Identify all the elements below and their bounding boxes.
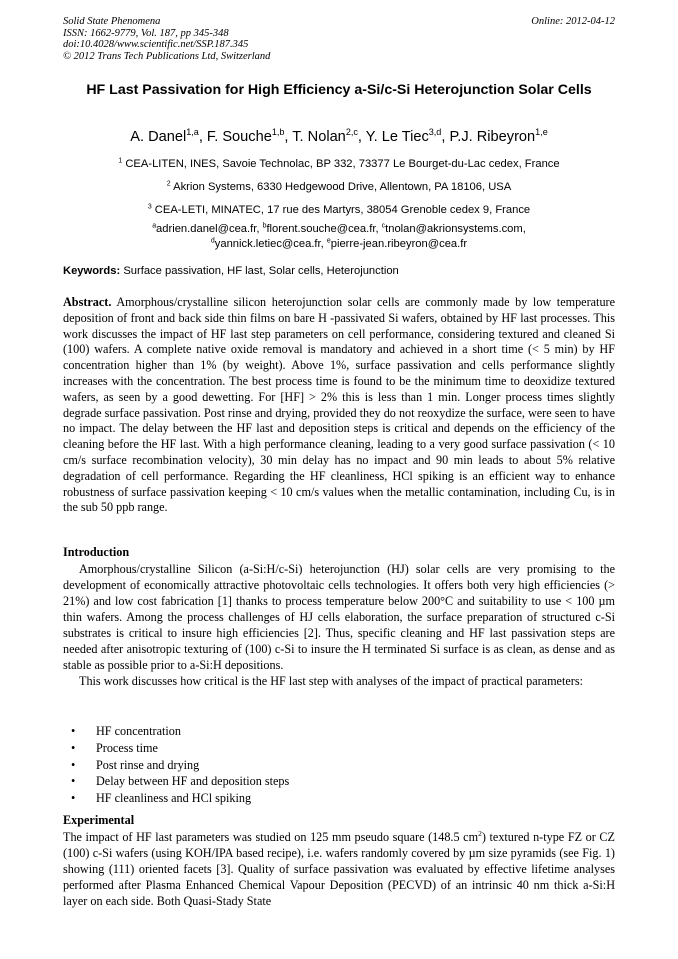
list-item: • Delay between HF and deposition steps <box>71 774 290 789</box>
journal-issn: ISSN: 1662-9779, Vol. 187, pp 345-348 <box>63 27 229 39</box>
keywords-label: Keywords: <box>63 265 121 277</box>
online-date: Online: 2012-04-12 <box>531 16 615 27</box>
keywords <box>63 264 615 278</box>
journal-doi: doi:10.4028/www.scientific.net/SSP.187.345 <box>63 39 249 50</box>
email-link[interactable]: florent.souche@cea.fr <box>266 223 376 235</box>
paragraph: The impact of HF last parameters was studied on 125 mm pseudo square (148.5 $cm^2$) textured n-type FZ or CZ (100) c-Si wafers (using KOH/IPA based recipe), i.e. wafers randomly covered by µm size pyramids (see Fig. 1) showing (111) oriented facets [3]. Quality of surface passivation was evaluated by effective lifetime analyses performed after Plasma Enhanced Chemical Vapour Deposition (PECVD) of an intrinsic 40 nm thick a-Si:H layer on each side. Both Quasi-Stady State <box>63 828 615 908</box>
introduction-heading: Introduction <box>63 545 130 559</box>
email-link[interactable]: adrien.danel@cea.fr <box>156 223 257 235</box>
keywords-text: Surface passivation, HF last, Solar cells, Heterojunction <box>123 265 399 277</box>
list-item: • Process time <box>71 740 158 755</box>
experimental-body <box>63 829 615 909</box>
introduction-body <box>63 561 615 689</box>
experimental-heading: Experimental <box>63 813 135 827</box>
abstract-label: Abstract. <box>63 295 112 309</box>
abstract <box>63 295 615 516</box>
list-item: • HF cleanliness and HCl spiking <box>71 791 252 806</box>
author: P.J. Ribeyron$^{1,e}$ <box>449 127 548 145</box>
author: T. Nolan$^{2,c}$, <box>292 127 366 145</box>
affiliation-3: $^3$ CEA-LETI, MINATEC, 17 rue des Martyrs, 38054 Grenoble cedex 9, France <box>147 203 531 216</box>
author: A. Danel$^{1,a}$, <box>130 127 207 145</box>
journal-header <box>63 16 615 62</box>
email-link[interactable]: pierre-jean.ribeyron@cea.fr <box>330 237 468 250</box>
journal-name: Solid State Phenomena <box>63 16 161 27</box>
list-item: • HF concentration <box>71 724 181 738</box>
author-emails: $^a$adrien.danel@cea.fr, $^b$florent.souche@cea.fr, $^c$tnolan@akrionsystems.com, $^d$yannick.letiec@cea.fr, $^e$pierre-jean.ribeyron@cea.fr <box>152 222 526 250</box>
paper-title: HF Last Passivation for High Efficiency a-Si/c-Si Heterojunction Solar Cells <box>86 82 592 98</box>
journal-copyright: © 2012 Trans Tech Publications Ltd, Switzerland <box>63 50 271 62</box>
paragraph: This work discusses how critical is the HF last step with analyses of the impact of practical parameters: <box>79 674 583 688</box>
email-link[interactable]: yannick.letiec@cea.fr <box>214 237 321 250</box>
email-link[interactable]: tnolan@akrionsystems.com <box>385 223 523 235</box>
abstract-text: Amorphous/crystalline silicon heterojunction solar cells are commonly made by low temperature deposition of front and back side thin films on bare H -passivated Si wafers, obtained by HF last processes. This work discusses the impact of HF last step parameters on cell performance, considering textured and cleaned Si (100) wafers. A complete native oxide removal is mandatory and achieved in a short time (< 5 min) by HF concentration higher than 1% (by weight). Above 1%, surface passivation and cells performance slightly increases with the concentration. The best process time is found to be the minimum time to deoxidize textured wafers, as seen by a good dewetting. For [HF] > 2% this is less than 1 min. Longer process times slightly degrade surface passivation. Post rinse and drying, provided they do not reoxydize the surface, were seen to have no impact. The delay between the HF last and deposition steps is critical and depends on the efficiency of the cleaning before the HF last. With a high performance cleaning, leading to a very good surface passivation (< 10 cm/s surface recombination velocity), 30 min delay has no impact and 90 min leads to about 5% relative degradation of cell performance. Regarding the HF cleanliness, HCl spiking is an efficient way to enhance robustness of surface passivation keeping < 10 cm/s values when the metallic contamination, including Cu, is in the sub 50 ppb range. <box>63 295 616 515</box>
affiliation-1: $^1$ CEA-LITEN, INES, Savoie Technolac, BP 332, 73377 Le Bourget-du-Lac cedex, France <box>118 157 560 170</box>
author: Y. Le Tiec$^{3,d}$, <box>365 127 450 145</box>
list-item: • Post rinse and drying <box>71 757 200 772</box>
author-list <box>63 128 615 146</box>
parameter-list <box>63 723 615 807</box>
affiliation-2: $^2$ Akrion Systems, 6330 Hedgewood Drive, Allentown, PA 18106, USA <box>166 180 512 193</box>
author: F. Souche$^{1,b}$, <box>206 127 293 145</box>
paragraph: Amorphous/crystalline Silicon (a-Si:H/c-Si) heterojunction (HJ) solar cells are very promising to the development of economically attractive photovoltaic cells technologies. It offers both very high efficiencies (> 21%) and low cost fabrication [1] thanks to process temperature below 200°C and suitability to use < 100 µm thin wafers. Among the process challenges of HJ cells elaboration, the surface preparation of structured c-Si substrates is critical to insure high efficiencies [2]. Thus, specific cleaning and HF last passivation steps are needed after anisotropic texturing of (100) c-Si to insure the H terminated Si surface is as clean, as dense and as stable as possible prior to a-Si:H depositions. <box>63 562 615 672</box>
